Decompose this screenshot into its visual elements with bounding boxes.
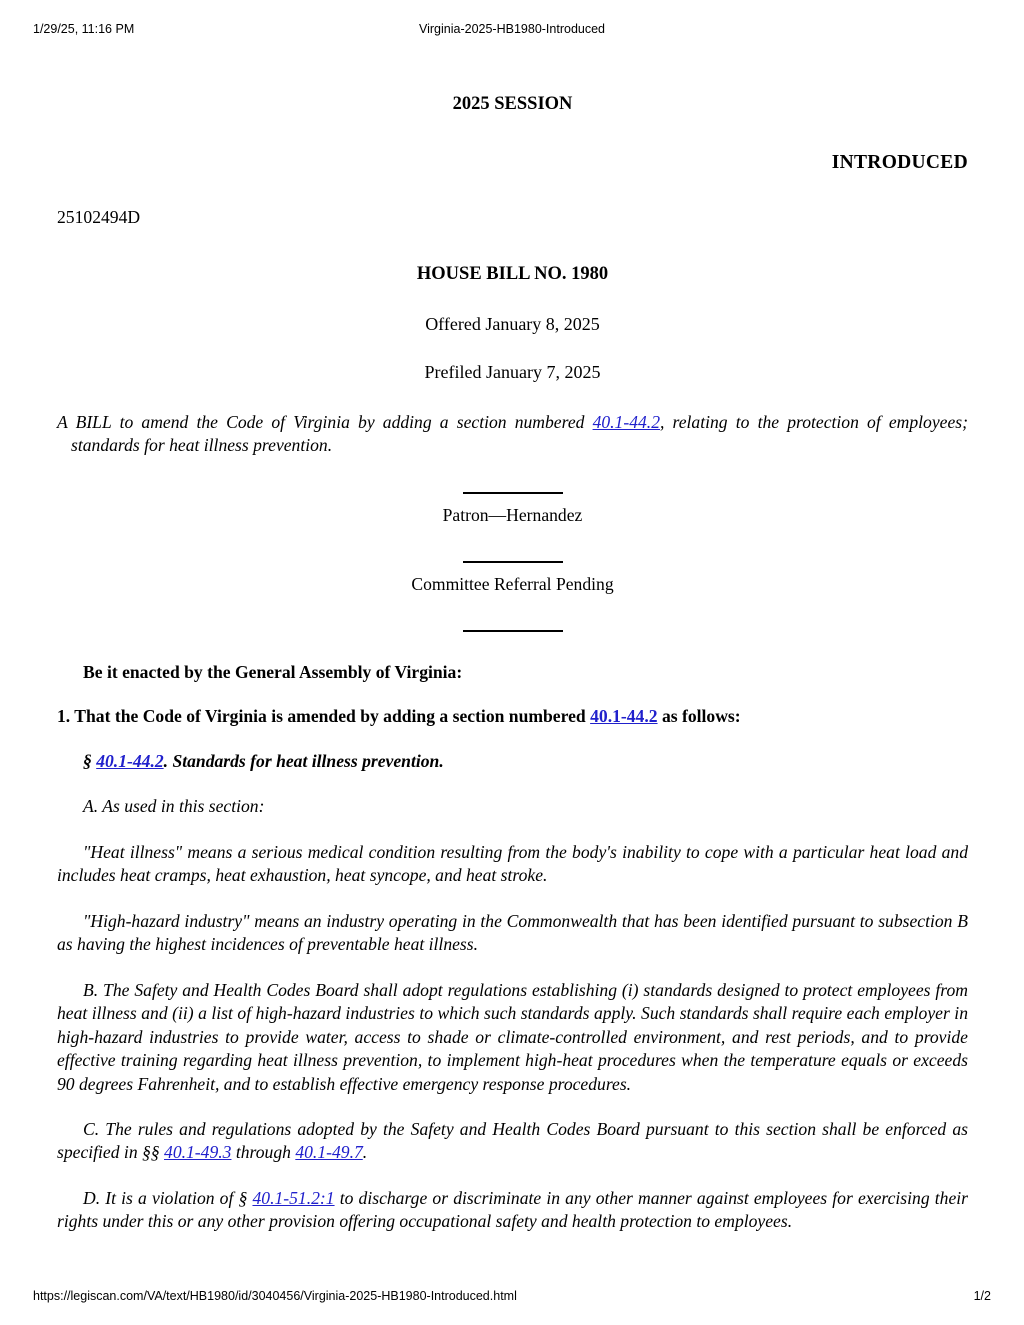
- horizontal-rule: [463, 630, 563, 632]
- subsection-c-between-links: through: [231, 1142, 296, 1163]
- code-section-link-40-1-44-2[interactable]: 40.1-44.2: [592, 412, 660, 433]
- subsection-c-after-link: .: [362, 1142, 368, 1163]
- print-footer: [0, 1287, 1024, 1305]
- divider-rule-top: [57, 480, 968, 483]
- definition-high-hazard-industry: "High-hazard industry" means an industry operating in the Commonwealth that has been identified pursuant to subsection B as having the highest incidences of preventable heat illness.: [57, 910, 968, 955]
- session-title: 2025 SESSION: [452, 94, 573, 114]
- horizontal-rule: [463, 561, 563, 563]
- subsection-d: [57, 1187, 968, 1234]
- bill-document: [57, 92, 968, 1234]
- bill-number-heading: HOUSE BILL NO. 1980: [416, 264, 609, 285]
- print-footer-page-number: 1/2: [973, 1289, 991, 1303]
- amendment-clause-1: [57, 705, 968, 728]
- section-heading-title: . Standards for heat illness prevention.: [163, 751, 444, 772]
- code-section-link-40-1-44-2[interactable]: 40.1-44.2: [590, 706, 658, 727]
- amendment-clause-after-link: as follows:: [657, 706, 741, 727]
- print-footer-url: https://legiscan.com/VA/text/HB1980/id/3040456/Virginia-2025-HB1980-Introduced.html: [33, 1289, 517, 1303]
- enacting-clause: Be it enacted by the General Assembly of Virginia:: [83, 661, 463, 682]
- patron-line: Patron—Hernandez: [442, 504, 583, 525]
- print-header-title: Virginia-2025-HB1980-Introduced: [419, 22, 605, 36]
- definition-heat-illness: "Heat illness" means a serious medical condition resulting from the body's inability to cope with a particular heat load and includes heat cramps, heat exhaustion, heat syncope, and heat stroke.: [57, 841, 968, 886]
- bill-summary: [57, 411, 968, 458]
- subsection-c: [57, 1118, 968, 1165]
- divider-rule-middle: [57, 549, 968, 552]
- amendment-clause-before-link: 1. That the Code of Virginia is amended by adding a section numbered: [57, 706, 591, 727]
- divider-rule-bottom: [57, 618, 968, 621]
- subsection-b: B. The Safety and Health Codes Board shall adopt regulations establishing (i) standards designed to protect employees from heat illness and (ii) a list of high-hazard industries to which such standards apply. Such standards shall require each employer in high-hazard industries to provide water, access to shade or climate-controlled environment, and rest periods, and to provide effective training regarding heat illness prevention, to implement high-heat procedures when the temperature equals or exceeds 90 degrees Fahrenheit, and to establish effective emergency response procedures.: [57, 979, 968, 1094]
- document-number: 25102494D: [57, 207, 141, 228]
- code-section-link-40-1-44-2[interactable]: 40.1-44.2: [96, 751, 164, 772]
- print-header-timestamp: 1/29/25, 11:16 PM: [33, 22, 135, 36]
- code-section-link-40-1-49-3[interactable]: 40.1-49.3: [164, 1142, 232, 1163]
- bill-summary-before-link: A BILL to amend the Code of Virginia by adding a section numbered: [57, 412, 593, 433]
- section-heading: [57, 750, 968, 773]
- bill-summary-after-link: , relating to the protection of employees; standards for heat illness prevention.: [71, 412, 968, 456]
- horizontal-rule: [463, 492, 563, 494]
- subsection-a: A. As used in this section:: [83, 796, 265, 817]
- subsection-d-before-link: D. It is a violation of §: [83, 1187, 253, 1208]
- code-section-link-40-1-51-2-1[interactable]: 40.1-51.2:1: [252, 1187, 335, 1208]
- print-header: [0, 20, 1024, 38]
- offered-date: Offered January 8, 2025: [425, 314, 600, 335]
- prefiled-date: Prefiled January 7, 2025: [424, 361, 601, 382]
- section-symbol: §: [83, 751, 97, 772]
- committee-referral-line: Committee Referral Pending: [411, 573, 614, 594]
- status-label: INTRODUCED: [831, 152, 968, 174]
- code-section-link-40-1-49-7[interactable]: 40.1-49.7: [295, 1142, 363, 1163]
- subsection-c-before-link: C. The rules and regulations adopted by the Safety and Health Codes Board pursuant to this section shall be enforced as specified in §§: [57, 1119, 968, 1163]
- subsection-d-after-link: to discharge or discriminate in any other manner against employees for exercising their rights under this or any other provision offering occupational safety and health protection to employees.: [57, 1187, 968, 1232]
